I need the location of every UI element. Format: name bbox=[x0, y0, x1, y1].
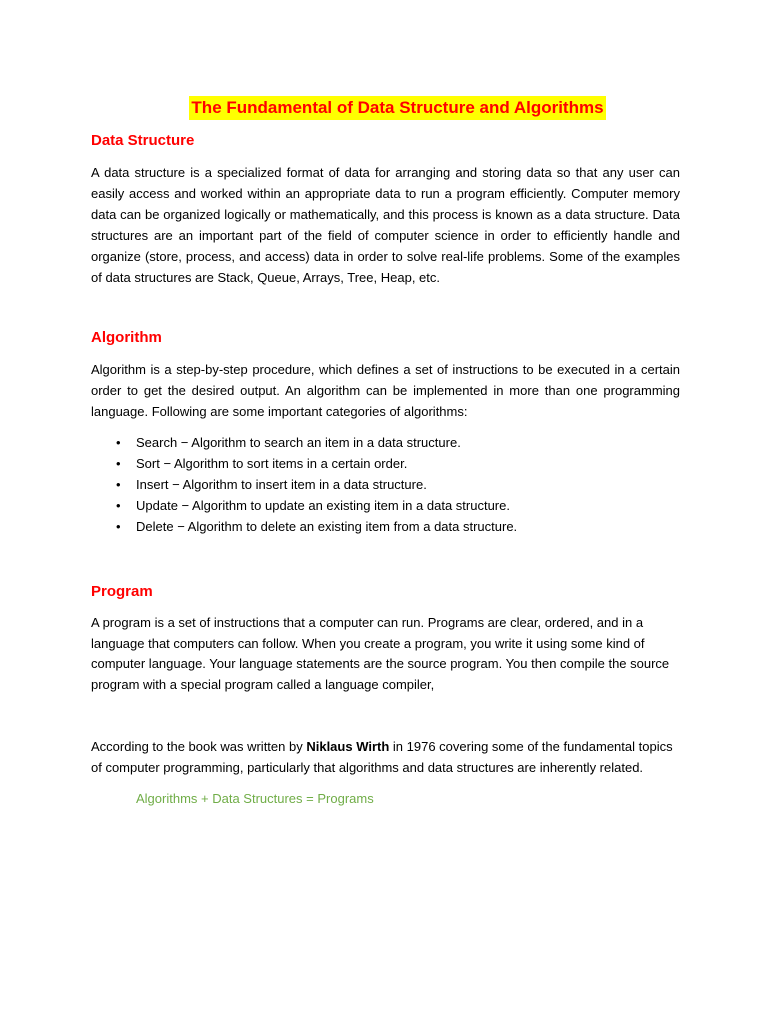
bullet-icon: • bbox=[116, 477, 121, 492]
title-container bbox=[91, 0, 680, 120]
section-program bbox=[91, 582, 680, 809]
heading-data-structure: Data Structure bbox=[91, 132, 195, 149]
list-item bbox=[91, 432, 680, 453]
paragraph-algorithm: Algorithm is a step-by-step procedure, which defines a set of instructions to be executed in a certain order to get the desired output. An algorithm can be implemented in more than one programming language. Following are some important categories of algorithms: bbox=[91, 362, 680, 419]
list-item-text: Search − Algorithm to search an item in a data structure. bbox=[136, 435, 461, 450]
section-algorithm bbox=[91, 328, 680, 537]
paragraph-wirth bbox=[91, 737, 680, 778]
wirth-text-after: in 1976 covering some of the fundamental topics of computer programming, particularly that algorithms and data structures are inherently related. bbox=[91, 739, 673, 775]
list-item-text: Sort − Algorithm to sort items in a certain order. bbox=[136, 456, 408, 471]
list-item bbox=[91, 474, 680, 495]
algorithm-category-list bbox=[91, 432, 680, 537]
list-item-text: Update − Algorithm to update an existing item in a data structure. bbox=[136, 498, 510, 513]
list-item-text: Insert − Algorithm to insert item in a data structure. bbox=[136, 477, 427, 492]
formula-line: Algorithms + Data Structures = Programs bbox=[136, 791, 374, 806]
list-item-text: Delete − Algorithm to delete an existing item from a data structure. bbox=[136, 519, 518, 534]
bullet-icon: • bbox=[116, 435, 121, 450]
document-title: The Fundamental of Data Structure and Algorithms bbox=[189, 96, 605, 120]
bullet-icon: • bbox=[116, 519, 121, 534]
heading-algorithm: Algorithm bbox=[91, 329, 162, 346]
list-item bbox=[91, 516, 680, 537]
list-item bbox=[91, 495, 680, 516]
bullet-icon: • bbox=[116, 498, 121, 513]
paragraph-data-structure: A data structure is a specialized format of data for arranging and storing data so that any user can easily access and worked within an appropriate data to run a program efficiently. Computer memory data can be organized logically or mathematically, and this process is known as a data structure. Data structures are an important part of the field of computer science in order to efficiently handle and organize (store, process, and access) data in order to solve real-life problems. Some of the examples of data structures are Stack, Queue, Arrays, Tree, Heap, etc. bbox=[91, 165, 680, 285]
list-item bbox=[91, 453, 680, 474]
wirth-text-before: According to the book was written by bbox=[91, 739, 307, 754]
paragraph-program: A program is a set of instructions that a computer can run. Programs are clear, ordered, and in a language that computers can follow. When you create a program, you write it using some kind of computer language. Your language statements are the source program. You then compile the source program with a special program called a language compiler, bbox=[91, 615, 670, 692]
heading-program: Program bbox=[91, 583, 153, 600]
author-name: Niklaus Wirth bbox=[306, 739, 390, 754]
bullet-icon: • bbox=[116, 456, 121, 471]
section-data-structure bbox=[91, 131, 680, 288]
